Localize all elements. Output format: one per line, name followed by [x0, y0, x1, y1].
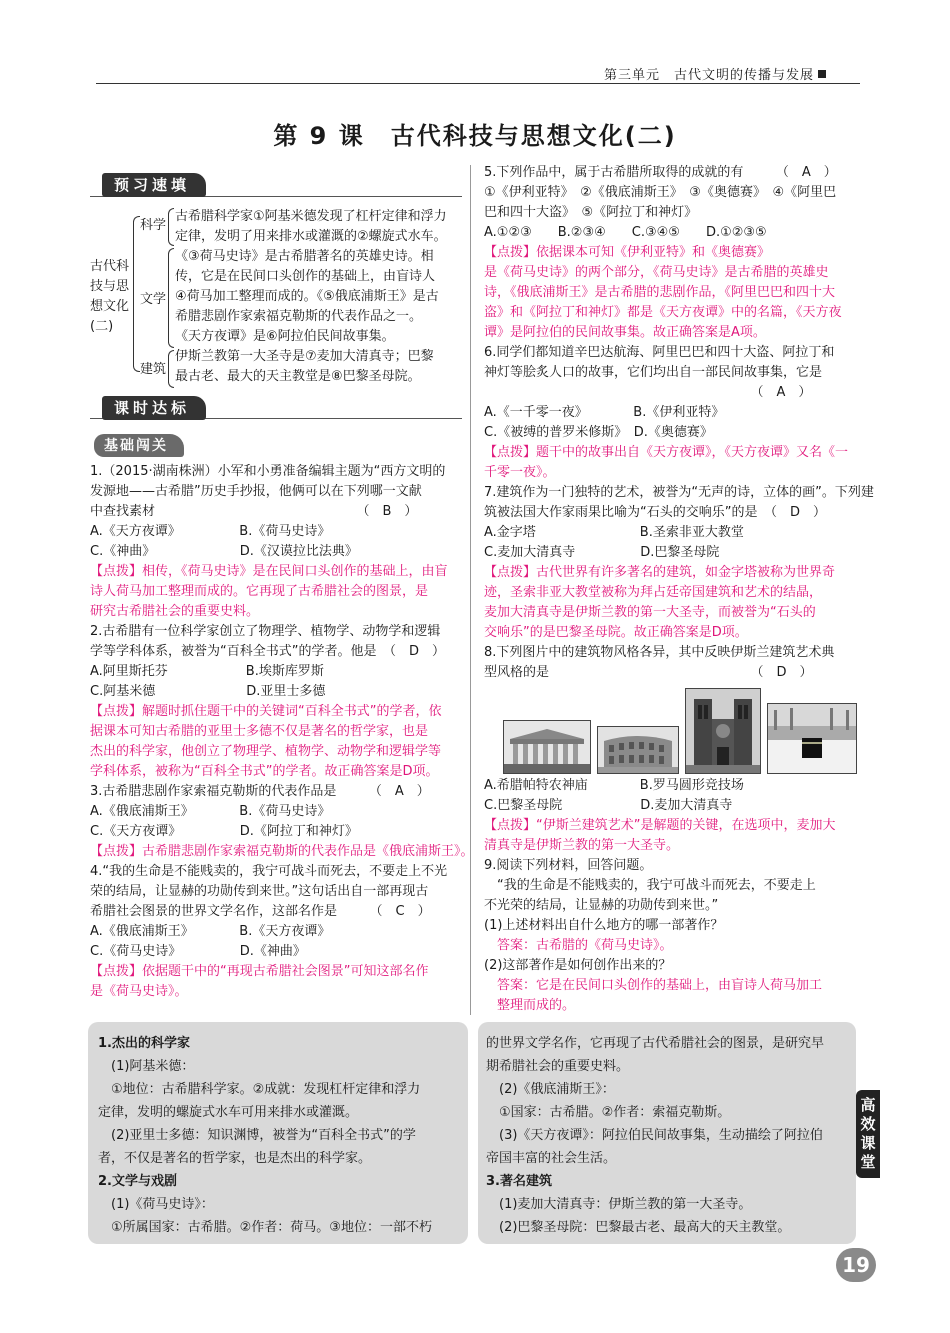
page-number: 19 — [836, 1248, 876, 1282]
option-line: A.《天方夜谭》 B.《荷马史诗》 — [90, 524, 331, 539]
preview-fill-list — [175, 207, 447, 387]
hint-line: 据课本可知古希腊的亚里士多德不仅是著名的哲学家，也是 — [90, 724, 429, 739]
option-line: C.《荷马史诗》 D.《神曲》 — [90, 944, 306, 959]
question-line: 筑被法国大作家雨果比喻为“石头的交响乐”的是 （ D ） — [484, 505, 826, 520]
hint-line: 麦加大清真寺是伊斯兰教的第一大圣寺，而被誉为“石头的 — [484, 605, 816, 620]
hint-line: 【点拨】题干中的故事出自《天方夜谭》，《天方夜谭》又名《一 — [484, 445, 849, 460]
option-line: C.《天方夜谭》 D.《阿拉丁和神灯》 — [90, 824, 358, 839]
option-line: A.《一千零一夜》 B.《伊利亚特》 — [484, 405, 725, 420]
question-line: 巴和四十大盗》 ⑤《阿拉丁和神灯》 — [484, 205, 698, 220]
summary-line: ①所属国家：古希腊。②作者：荷马。③地位：一部不朽 — [98, 1220, 432, 1235]
hint-line: 【点拨】相传，《荷马史诗》是在民间口头创作的基础上，由盲 — [90, 564, 448, 579]
summary-heading: 3.著名建筑 — [486, 1174, 552, 1189]
hint-line: 【点拨】解题时抓住题干中的关键词“百科全书式”的学者，依 — [90, 704, 442, 719]
hint-line: 学科体系，被称为“百科全书式”的学者。故正确答案是D项。 — [90, 764, 439, 779]
material-line: 不光荣的结局，让显赫的功勋传到来世。” — [484, 898, 719, 913]
question-line: 2.古希腊有一位科学家创立了物理学、植物学、动物学和逻辑 — [90, 624, 441, 639]
question-line: 荣的结局，让显赫的功勋传到来世。”这句话出自一部再现古 — [90, 884, 429, 899]
hint-line: 【点拨】“伊斯兰建筑艺术”是解题的关键，在选项中，麦加大 — [484, 818, 836, 833]
summary-line: (2)亚里士多德：知识渊博，被誉为“百科全书式”的学 — [98, 1128, 416, 1143]
summary-line: 者，不仅是著名的哲学家，也是杰出的科学家。 — [98, 1151, 372, 1166]
summary-line: 帝国丰富的社会生活。 — [486, 1151, 617, 1166]
hint-line: 杰出的科学家，他创立了物理学、植物学、动物学和逻辑学等 — [90, 744, 442, 759]
hint-line: 诗，《俄底浦斯王》是古希腊的悲剧作品，《阿里巴巴和四十大 — [484, 285, 836, 300]
question-line: 希腊社会图景的世界文学名作，这部名作是 （ C ） — [90, 904, 431, 919]
option-line: A.希腊帕特农神庙 B.罗马圆形竞技场 — [484, 778, 744, 793]
science-bracket — [168, 208, 174, 246]
option-line: C.《被缚的普罗米修斯》 D.《奥德赛》 — [484, 425, 713, 440]
square-icon — [818, 70, 826, 78]
option-line: C.《神曲》 D.《汉谟拉比法典》 — [90, 544, 358, 559]
hint-line: 【点拨】依据题干中的“再现古希腊社会图景”可知这部名作 — [90, 964, 429, 979]
answer-line: 答案：古希腊的《荷马史诗》。 — [484, 938, 673, 953]
concept-root — [90, 257, 129, 337]
preview-line: ④荷马加工整理而成的。《⑤俄底浦斯王》是古 — [175, 289, 439, 304]
summary-heading: 2.文学与戏剧 — [98, 1174, 177, 1189]
running-header — [604, 64, 826, 83]
hint-line: 是《荷马史诗》。 — [90, 984, 188, 999]
preview-line: 最古老、最大的天主教堂是⑧巴黎圣母院。 — [175, 369, 421, 384]
branch-architecture: 建筑 — [140, 362, 167, 377]
summary-line: 的世界文学名作，它再现了古代希腊社会的图景，是研究早 — [486, 1036, 825, 1051]
parthenon-image — [503, 720, 591, 774]
header-rule — [96, 83, 860, 84]
colosseum-image — [597, 726, 679, 774]
sub-tag-basic: 基础闯关 — [94, 434, 184, 457]
question-line: 神灯等脍炙人口的故事，它们均出自一部民间故事集，它是 — [484, 365, 823, 380]
question-line: 3.古希腊悲剧作家索福克勒斯的代表作品是 （ A ） — [90, 784, 430, 799]
question-line: 学等学科体系，被誉为“百科全书式”的学者。他是 （ D ） — [90, 644, 445, 659]
mecca-mosque-image — [767, 703, 857, 774]
summary-line: (2)巴黎圣母院：巴黎最古老、最高大的天主教堂。 — [486, 1220, 791, 1235]
question-line: 中查找素材 （ B ） — [90, 504, 418, 519]
question-line: 9.阅读下列材料，回答问题。 — [484, 858, 653, 873]
side-tab-char: 堂 — [860, 1153, 876, 1171]
preview-line: 古希腊科学家①阿基米德发现了杠杆定律和浮力 — [175, 209, 447, 224]
parthenon-drawing — [504, 721, 590, 773]
question-line: (1)上述材料出自什么地方的哪一部著作？ — [484, 918, 724, 933]
summary-line: (1)《荷马史诗》： — [98, 1197, 214, 1212]
hint-line: 【点拨】古希腊悲剧作家索福克勒斯的代表作品是《俄底浦斯王》。 — [90, 844, 474, 859]
preview-line: 《③荷马史诗》是古希腊著名的英雄史诗。相 — [175, 249, 434, 264]
hint-line: 盗》和《阿拉丁和神灯》都是《天方夜谭》中的名篇，《天方夜 — [484, 305, 842, 320]
summary-line: (2)《俄底浦斯王》： — [486, 1082, 615, 1097]
colosseum-drawing — [598, 727, 678, 773]
option-line: A.阿里斯托芬 B.埃斯库罗斯 — [90, 664, 324, 679]
concept-root-line: (二) — [90, 319, 114, 334]
summary-line: ①国家：古希腊。②作者：索福克勒斯。 — [486, 1105, 731, 1120]
concept-root-line: 古代科 — [90, 259, 130, 274]
option-line: C.巴黎圣母院 D.麦加大清真寺 — [484, 798, 733, 813]
architecture-bracket — [168, 350, 174, 388]
left-questions — [90, 462, 474, 1002]
mecca-mosque-drawing — [768, 704, 856, 773]
option-line: C.麦加大清真寺 D.巴黎圣母院 — [484, 545, 720, 560]
question-line: 4.“我的生命是不能贱卖的，我宁可战斗而死去，不要走上不光 — [90, 864, 448, 879]
hint-line: 清真寺是伊斯兰教的第一大圣寺。 — [484, 838, 680, 853]
notre-dame-image — [685, 688, 761, 774]
preview-line: 定律，发明了用来排水或灌溉的②螺旋式水车。 — [175, 229, 447, 244]
section-tag-preview: 预习速填 — [102, 173, 206, 197]
question-line: 7.建筑作为一门独特的艺术，被誉为“无声的诗，立体的画”。下列建 — [484, 485, 874, 500]
option-line: A.金字塔 B.圣索非亚大教堂 — [484, 525, 744, 540]
summary-line: 期希腊社会的重要史料。 — [486, 1059, 630, 1074]
question-line: 型风格的是 （ D ） — [484, 665, 813, 680]
side-tab-char: 高 — [860, 1096, 876, 1114]
question-line: 8.下列图片中的建筑物风格各异，其中反映伊斯兰建筑艺术典 — [484, 645, 835, 660]
hint-line: 千零一夜》。 — [484, 465, 556, 480]
hint-line: 诗人荷马加工整理而成的。它再现了古希腊社会的图景，是 — [90, 584, 429, 599]
preview-line: 希腊悲剧作家索福克勒斯的代表作品之一。 — [175, 309, 423, 324]
branch-literature: 文学 — [140, 292, 167, 307]
option-line: A.①②③ B.②③④ C.③④⑤ D.①②③⑤ — [484, 225, 767, 240]
answer-line: 答案：它是在民间口头创作的基础上，由盲诗人荷马加工 — [484, 978, 823, 993]
side-tab — [856, 1090, 880, 1178]
concept-bracket — [133, 216, 140, 372]
option-line: A.《俄底浦斯王》 B.《荷马史诗》 — [90, 804, 331, 819]
option-line: C.阿基米德 D.亚里士多德 — [90, 684, 326, 699]
concept-root-line: 技与思 — [90, 279, 130, 294]
summary-line: (1)麦加大清真寺：伊斯兰教的第一大圣寺。 — [486, 1197, 752, 1212]
preview-line: 《天方夜谭》是⑥阿拉伯民间故事集。 — [175, 329, 395, 344]
hint-line: 是《荷马史诗》的两个部分，《荷马史诗》是古希腊的英雄史 — [484, 265, 829, 280]
question-line: 发源地——古希腊”历史手抄报，他俩可以在下列哪一文献 — [90, 484, 422, 499]
summary-heading: 1.杰出的科学家 — [98, 1036, 190, 1051]
summary-line: ①地位：古希腊科学家。②成就：发现杠杆定律和浮力 — [98, 1082, 421, 1097]
side-tab-char: 效 — [860, 1115, 876, 1133]
hint-line: 谭》是阿拉伯的民间故事集。故正确答案是A项。 — [484, 325, 766, 340]
material-line: “我的生命是不能贱卖的，我宁可战斗而死去，不要走上 — [484, 878, 816, 893]
question-line: 1.（2015·湖南株洲）小军和小勇准备编辑主题为“西方文明的 — [90, 464, 446, 479]
right-questions-b — [484, 776, 835, 1016]
hint-line: 【点拨】依据课本可知《伊利亚特》和《奥德赛》 — [484, 245, 771, 260]
branch-science: 科学 — [140, 218, 167, 233]
summary-left-list — [98, 1032, 432, 1239]
preview-line: 传，它是在民间口头创作的基础上，由盲诗人 — [175, 269, 436, 284]
right-questions-a — [484, 163, 874, 683]
answer-bracket-line: （ A ） — [484, 385, 812, 400]
side-tab-char: 课 — [860, 1134, 876, 1152]
preview-line: 伊斯兰教第一大圣寺是⑦麦加大清真寺；巴黎 — [175, 349, 434, 364]
notre-dame-drawing — [686, 689, 760, 773]
section-tag-practice: 课时达标 — [102, 396, 206, 420]
question-line: 5.下列作品中，属于古希腊所取得的成就的有 （ A ） — [484, 165, 837, 180]
question-line: ①《伊利亚特》 ②《俄底浦斯王》 ③《奥德赛》 ④《阿里巴 — [484, 185, 837, 200]
hint-line: 研究古希腊社会的重要史料。 — [90, 604, 260, 619]
summary-box-right — [478, 1022, 856, 1244]
page-title: 第 9 课 古代科技与思想文化(二) — [273, 122, 677, 150]
literature-bracket — [168, 248, 174, 348]
question-line: (2)这部著作是如何创作出来的？ — [484, 958, 672, 973]
option-line: A.《俄底浦斯王》 B.《天方夜谭》 — [90, 924, 331, 939]
summary-line: (1)阿基米德： — [98, 1059, 195, 1074]
hint-line: 【点拨】古代世界有许多著名的建筑，如金字塔被称为世界奇 — [484, 565, 836, 580]
summary-line: (3)《天方夜谭》：阿拉伯民间故事集，生动描绘了阿拉伯 — [486, 1128, 823, 1143]
hint-line: 迹，圣索非亚大教堂被称为拜占廷帝国建筑和艺术的结晶， — [484, 585, 823, 600]
summary-line: 定律，发明的螺旋式水车可用来排水或灌溉。 — [98, 1105, 359, 1120]
summary-right-list — [486, 1032, 824, 1239]
running-header-text: 第三单元 古代文明的传播与发展 — [604, 68, 815, 83]
summary-box-left — [88, 1022, 468, 1244]
question-line: 6.同学们都知道辛巴达航海、阿里巴巴和四十大盗、阿拉丁和 — [484, 345, 835, 360]
answer-line: 整理而成的。 — [484, 998, 576, 1013]
hint-line: 交响乐”的是巴黎圣母院。故正确答案是D项。 — [484, 625, 748, 640]
concept-root-line: 想文化 — [90, 299, 130, 314]
